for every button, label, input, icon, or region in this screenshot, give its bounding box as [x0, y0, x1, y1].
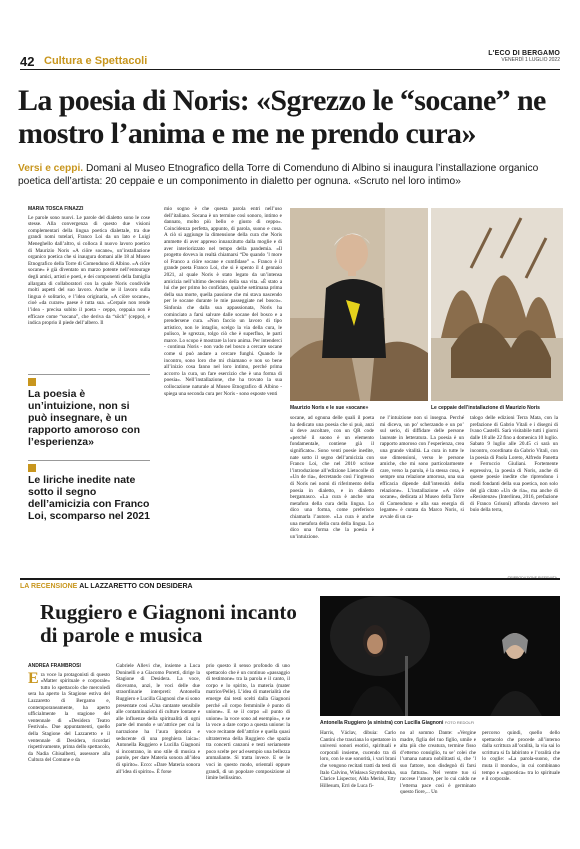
column-text: ra voce la protagonisti di questo «Matter spirituale e corporale» tutto lo spettacolo che mercoledì sera ha aperto la Stagione estiva del Lazzaretto di Bergamo e, contemporaneamente, ha aperto ufficialmente la stagione del ventennale di «Desidera Teatro Festival». Due appuntamenti, quello della Stagione del Lazzaretto e il ventennale di Desidera, ricordati rispettivamente, prima dello spettacolo, da Nadia Ghisalberti, assessore alla Cultura del Comune e da: [28, 671, 110, 764]
article-subhead: [18, 162, 563, 188]
review-headline: Ruggiero e Giagnoni incanto di parole e musica: [40, 600, 297, 647]
column-text: Le parole sono nuovi. Le parole del dialetto sono le cose stesse. Alla convergenza di questo due visioni complementari della lingua poetica dialettale, tra due grandi nomi tutelari, Franco Loi da un lato e Luigi Meneghello dall’altro, si colloca il nuovo lavoro poetico di Maurizio Noris «A ciöre socane», un’installazione organico poetica che si inaugura domani alle 18 al Museo Etnografico della Torre di Comenduno di Albino. «A ciöre socane» è già diventato un marzo potente nell’entourage degli amici, artisti e poeti, e dei componenti della famiglia allargata di collaboratori con la quale Noris condivide molti aspetti del suo lavoro. Anche se il lavoro sulla lingua è solitario, e l’idea originaria, «A ciöre socane», cioè «da curare» paese è tutta sua. «Cerpaie non rende l’idea - precisa subito il poeta - ceppo, ceppaia non è efficace come “socana”, che deriva da “söch” (ceppo), e indica proprio il piede dell’albero. Il: [28, 214, 150, 327]
pull-quote-1: [28, 378, 150, 448]
stage-photo: [320, 596, 560, 716]
paper-name: L'ECO DI BERGAMO: [488, 50, 560, 57]
byline: ANDREA FRAMBROSI: [28, 663, 81, 669]
section-divider: [20, 578, 560, 580]
article-column-2: [164, 206, 282, 568]
review-kicker: [20, 583, 560, 595]
column-text: socane, ad ognuna delle quali il poeta ha dedicato una poesia che si può, anzi si deve ascoltare, con un QR code «perché il suono è un elemento fondamentale, contiene già il significato». Sono venti poesie inedite, nate sotto il segno dell’amicizia con Franco Loi, che nel 2010 scrisse l’introduzione all’edizione Lietocolle di «Un de ria», decretando così l’ingresso di Noris nei nomi di riferimento della poesia in dialetto, e in dialetto bergamasco. «La cura è anche una metafora della cura della lingua. Lo dico una forma, come preferisco chiamarla l’autore. «La cura è anche una metafora della cura della lingua. Lo dico una forma che la poesia è un’intuizione.: [290, 415, 374, 540]
review-column-5: [400, 730, 476, 844]
article-column-5: [470, 415, 558, 565]
review-column-4: [320, 730, 396, 844]
review-column-6: [482, 730, 560, 844]
column-text: mio sogno è che questa parola entri nell’uso dell’italiano. Socana è un termine così sonoro, intimo e dannato, molto più bello e giusto di ceppo». Coincidenza perfetta, appunto, di parola, suono e cosa. A ciò si aggiunge la dimensione della cura che Noris ammette di aver appreso innanzitutto dalla moglie e di aver interiorizzato nel tempo della pandemia. «Il progetto doveva in realtà chiamarsi “Do quando ’l more ol Franco a ciöre socane e cumfidase” ». Franco è il grande poeta Franco Loi, che si è spento il 4 gennaio 2021, al quale Noris è stato legato da un’intensa amicizia nell’ultimo decennio della sua vita. «È stato a lui che per primo ho confidato, qualche settimana prima della sua morte, quella passione che mi stava nascendo per le socane durante le mie passeggiate nel bosco». Sinfonia che dalla sua appassionata, Noris ha cominciato a farsi salvare dalle socane del bosco e a prendersene cura. «Non faccio un lavoro di tipo artistico, non le intaglio, scelgo la via della cura, le pulisco, le sgrezzo, tolgo ciò che è superfluo, le parti marce. Lo scopo è mostrare la loro anima. Per intenderci - continua Noris - non vado nel bosco a cercare socane come si può andare a cercare funghi. Quando le incontro, sono loro che mi chiamano e non so bene all’inizio cosa fanno nel loro intimo, perché prima accorro la cura, un fare esercizio che è una forma di poesia». Nell’installazione, che ha trovato la sua collocazione naturale al Museo Etnografico di Albino - spiega una seconda cura per Noris - sono esposte venti: [164, 206, 282, 397]
quote-mark: [28, 464, 36, 472]
article-headline: La poesia di Noris: «Sgrezzo le “socane” ne mostro l’anima e me ne prendo cura»: [18, 84, 546, 150]
column-text: percorso quindi, quello dello spettacolo che procede all’interno dalla scrittura all’oralità, la via sai lo scrittura si fa labirinto e l’oralità che lo coglie: «La parola-suono, che muta il mondo», in cui combinano tempo e «agnostica» tra lo spirituale e il corporale.: [482, 730, 560, 783]
kicker-label: LA RECENSIONE: [20, 583, 78, 590]
portrait-photo: [290, 208, 428, 401]
drop-cap: E: [28, 669, 39, 687]
quote-text: Le liriche inedite nate sotto il segno dell’amicizia con Franco Loi, scomparso nel 2021: [28, 474, 150, 522]
column-text: Gabriele Allevi che, insieme a Luca Doninelli e a Giacomo Poretti, dirige la Stagione di Desidera. La voce, dicevamo, anzi, le voci delle due straordinarie interpreti: Antonella Ruggiero e Lucilla Giagnoni che si sono presentate così «Una cantante sensibile alle contaminazioni di culture lontane e alle influenze della spiritualità di ogni parte del mondo e un’attrice per cui la narrazione ha l’aura ipnotica e seducente di una preghiera laica»: Antonella Ruggiero e Lucilla Giagnoni si incontrano, in uno stile di musica e parole, per dare Materia sonora all’idea di spirito». Ecco: «Dare Materia sonora all’idea di spirito». È forse: [116, 663, 200, 775]
section-label: Cultura e Spettacoli: [44, 55, 148, 67]
subhead-lead: Versi e ceppi.: [18, 163, 84, 174]
article-column-3: [290, 415, 374, 565]
masthead: [488, 50, 560, 63]
column-text: talogo delle edizioni Terra Mata, con la prefazione di Gabrio Vitali e i disegni di Ivano Castelli. Sarà visitabile tutti i giorni dalle 18 alle 22 fino a domenica 10 luglio. Sabato 9 luglio alle 20.45 ci sarà un incontro, coordinato da Gabrio Vitali, con la poesia di Paola Loreto, Alfredo Panetta e Ferruccio Giuliani. Fortemente espressiva, la poesia di Noris, anche di queste poesie inedite che riprendono i modi fondanti della sua poetica, non solo del già citato «Un de ria», ma anche di «Resistenze» (Interlinea, 2016, prefazione di Franco Grisoni) affonda davvero nel buio della terra,: [470, 415, 558, 514]
caption-text: Antonella Ruggiero (a sinistra) con Lucilla Giagnoni: [320, 720, 444, 726]
kicker-text: AL LAZZARETTO CON DESIDERA: [79, 583, 193, 590]
column-text: prio questo il senso profondo di uno spettacolo che è un continuo «passaggio di testimone» tra la parola e il canto, il corpo e lo spirito, la materia (mater matrice/Pelle). L’idea di materialità che emerge dai testi scelti dalla Giagnoni perché «il corpo femminile è punto di unione». E se il corpo «il punto di unione» la voce sono ad esempio», e se la voce a dare corpo a questa unione: la voce recitante dell’attrice e quella quasi ultraterrena della Ruggiero che spazia tra concerti canzoni e testi seriamente poco scelte per ad esempio una bellezza ammaliante. Si tratta invece. E se le voci in questo modo, orientali oppure grandi, di un popolare composizione al limite bellissimo.: [206, 663, 290, 782]
column-text: ne l’intuizione non si insegna. Perché mi diceva, un po’ scherzando e un po’ sul serio, di diffidare delle persone laureate in letteratura. La poesia è un rapporto amoroso con l’esperienza, crea una grande vitalità. La cura in tutte le sue dimensioni, verso le persone amiche, che mi sono particolarmente care, verso la parola, è la stessa cosa, è sempre una relazione amorosa, una sua efficacia dipende dall’intensità della relazione». L’installazione «A ciöre socane», dedicata al Museo della Torre di Comenduno e alla sua energia di legame» è curata da Marco Noris, si avvale di un ca-: [380, 415, 464, 520]
column-text: Harris, Václav, dibuia: Carlo Cantini che trasciana lo spettatore in universi sonori esotici, spirituali e corporali insieme, cucendo tra di loro, con le sue sonorità, i vari brani che vengono recitati tratti da testi di Italo Calvino, Wisława Szymborska, Clarice Lispector, Alda Merini, Etty Hillesum, Erri de Luca fi-: [320, 730, 396, 789]
article-column-1: [28, 206, 150, 372]
photo-caption-left: Maurizio Noris e le sue «socane»: [290, 405, 369, 411]
page-number: 42: [20, 54, 35, 69]
quote-divider: [28, 460, 150, 461]
photo-ceppaie: [431, 208, 563, 401]
issue-date: VENERDÌ 1 LUGLIO 2022: [501, 57, 560, 63]
photo-maurizio-noris: [290, 208, 428, 401]
review-column-3: [206, 663, 290, 843]
quote-divider: [28, 374, 150, 375]
quote-text: La poesia è un’intuizione, non si può insegnare, è un rapporto amoroso con l’esperienza»: [28, 388, 141, 448]
review-column-1: [28, 663, 110, 843]
quote-mark: [28, 378, 36, 386]
concert-caption: [320, 720, 474, 726]
column-text: no al sommo Dante: «Vergine madre, figlia del tuo figlio, umile e alta più che creatura, termine fisso d’etterno consiglio, tu se’ colei che l’umana natura nobilitasti sì, che ’l suo fattore, non disdegnò di farsi sua fattura». Nel ventre tuo si raccese l’amore, per lo cui caldo ne l’etterna pace così è germinato questo fiore,... Un: [400, 730, 476, 796]
article-column-4: [380, 415, 464, 565]
subhead-text: Domani al Museo Etnografico della Torre di Comenduno di Albino si inaugura l’installazione organico poetica dell’artista: 20 ceppaie e un componimento in dialetto per ognuna. «Scruto nel loro intimo»: [18, 163, 539, 187]
photo-credit: FOTO REDOLFI: [444, 720, 475, 725]
photo-concert: [320, 596, 560, 716]
page-header: [20, 50, 560, 70]
review-column-2: [116, 663, 200, 843]
pull-quote-2: [28, 464, 150, 522]
photo-caption-right: Le ceppaie dell’installazione di Maurizio Noris: [431, 405, 540, 411]
installation-photo: [431, 208, 563, 401]
byline: MARIA TOSCA FINAZZI: [28, 206, 84, 212]
